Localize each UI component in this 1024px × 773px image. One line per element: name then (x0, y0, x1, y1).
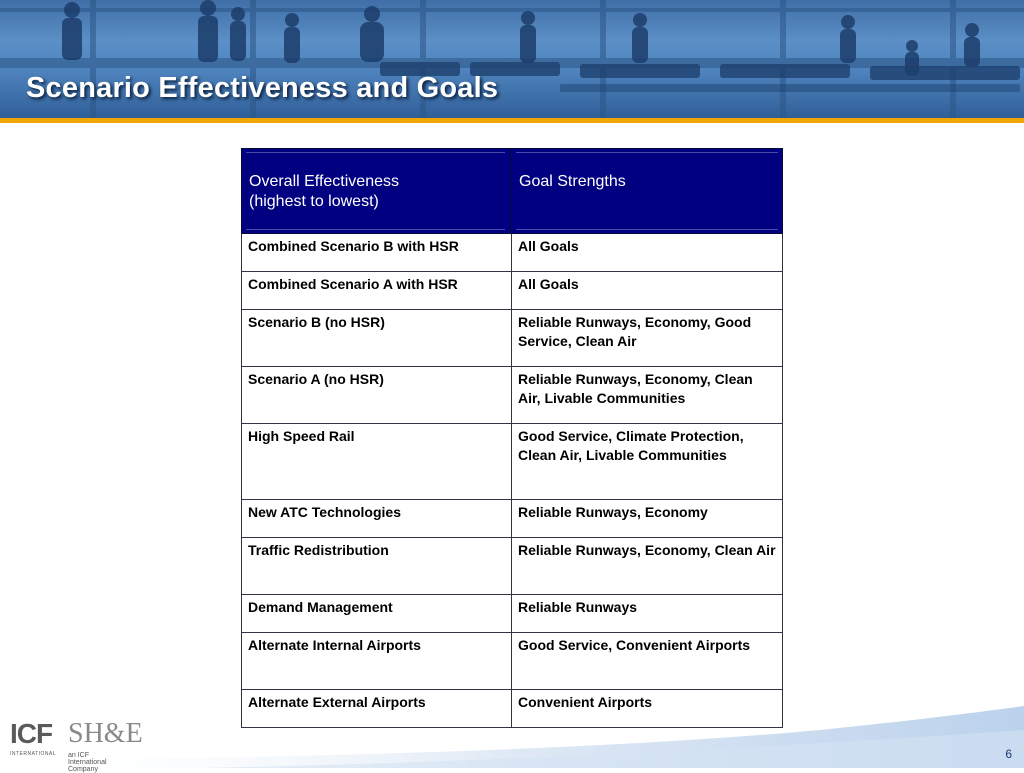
table-row (242, 424, 783, 500)
scenario-cell: New ATC Technologies (242, 500, 512, 538)
icf-logo: ICF (10, 718, 53, 749)
column-header-effectiveness (242, 149, 512, 234)
scenario-cell: Combined Scenario B with HSR (242, 234, 512, 272)
she-logo-subtitle: an ICF International Company (68, 752, 107, 773)
scenario-cell: Alternate Internal Airports (242, 633, 512, 690)
scenario-cell: Demand Management (242, 595, 512, 633)
table-row (242, 633, 783, 690)
table-row (242, 538, 783, 595)
effectiveness-table (241, 148, 782, 728)
goal-strengths-cell: Convenient Airports (512, 690, 783, 728)
table-row (242, 367, 783, 424)
icf-logo-subtitle: INTERNATIONAL (10, 751, 57, 757)
goal-strengths-cell: Reliable Runways, Economy (512, 500, 783, 538)
scenario-cell: High Speed Rail (242, 424, 512, 500)
goal-strengths-cell: Reliable Runways, Economy, Good Service, Clean Air (512, 310, 783, 367)
column-header-label: Goal Strengths (519, 173, 626, 190)
footer-wave-decoration (0, 700, 1024, 768)
goal-strengths-cell: All Goals (512, 272, 783, 310)
table-row (242, 234, 783, 272)
column-header-goals (512, 149, 783, 234)
she-logo: SH&E (68, 718, 143, 749)
page-number: 6 (1005, 747, 1012, 761)
goal-strengths-cell: Good Service, Convenient Airports (512, 633, 783, 690)
goal-strengths-cell: Reliable Runways (512, 595, 783, 633)
scenario-cell: Scenario A (no HSR) (242, 367, 512, 424)
column-header-label: Overall Effectiveness (highest to lowest) (249, 173, 399, 210)
scenario-cell: Combined Scenario A with HSR (242, 272, 512, 310)
scenario-cell: Scenario B (no HSR) (242, 310, 512, 367)
header-banner (0, 0, 1024, 118)
table-header-row (242, 149, 783, 234)
slide-title: Scenario Effectiveness and Goals (26, 72, 499, 104)
goal-strengths-cell: Good Service, Climate Protection, Clean Air, Livable Communities (512, 424, 783, 500)
goal-strengths-cell: All Goals (512, 234, 783, 272)
table-row (242, 272, 783, 310)
goal-strengths-cell: Reliable Runways, Economy, Clean Air, Livable Communities (512, 367, 783, 424)
accent-rule (0, 118, 1024, 123)
table-row (242, 595, 783, 633)
table-row (242, 310, 783, 367)
table-row (242, 500, 783, 538)
scenario-cell: Alternate External Airports (242, 690, 512, 728)
scenario-cell: Traffic Redistribution (242, 538, 512, 595)
goal-strengths-cell: Reliable Runways, Economy, Clean Air (512, 538, 783, 595)
